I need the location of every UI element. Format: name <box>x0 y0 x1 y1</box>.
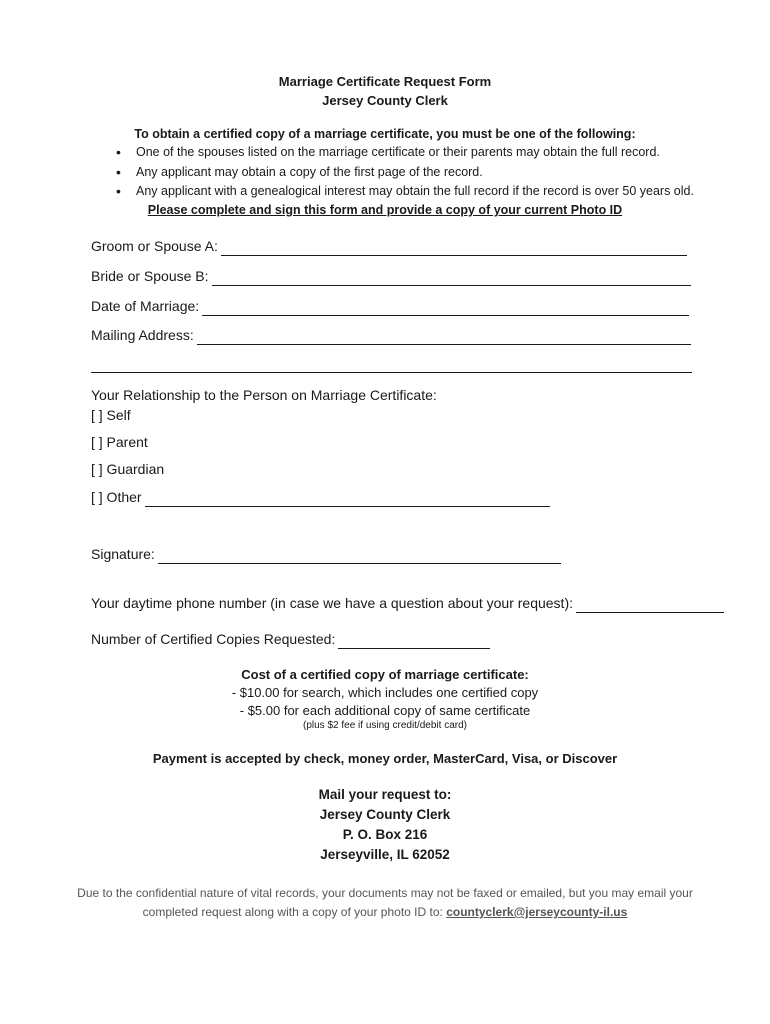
eligibility-list <box>116 143 694 202</box>
eligibility-item: • One of the spouses listed on the marriage certificate or their parents may obtain the full record. <box>116 143 694 163</box>
bride-input-line[interactable] <box>212 270 691 286</box>
other-input-line[interactable] <box>145 491 550 507</box>
relationship-label: Your Relationship to the Person on Marriage Certificate: <box>91 387 437 403</box>
eligibility-item: • Any applicant may obtain a copy of the first page of the record. <box>116 163 694 183</box>
address-label: Mailing Address: <box>91 327 194 343</box>
signature-field <box>91 544 561 564</box>
address-input-line[interactable] <box>197 329 691 345</box>
groom-field <box>91 236 687 256</box>
address-second-line[interactable] <box>91 372 692 373</box>
photo-id-note: Please complete and sign this form and provide a copy of your current Photo ID <box>147 203 623 217</box>
bride-field <box>91 266 691 286</box>
mail-city: Jerseyville, IL 62052 <box>320 847 450 862</box>
eligibility-heading: To obtain a certified copy of a marriage certificate, you must be one of the following: <box>134 127 636 141</box>
option-other-row <box>91 487 550 507</box>
phone-label: Your daytime phone number (in case we have a question about your request): <box>91 595 574 611</box>
form-title: Marriage Certificate Request Form <box>278 74 492 89</box>
date-input-line[interactable] <box>202 300 689 316</box>
option-self[interactable]: [ ] Self <box>91 407 131 423</box>
mail-heading: Mail your request to: <box>318 787 452 802</box>
option-other[interactable]: [ ] Other <box>91 489 142 505</box>
signature-label: Signature: <box>91 546 155 562</box>
mail-name: Jersey County Clerk <box>319 807 451 822</box>
cost-heading: Cost of a certified copy of marriage certificate: <box>241 667 529 682</box>
copies-field <box>91 629 490 649</box>
groom-input-line[interactable] <box>221 240 687 256</box>
mail-box: P. O. Box 216 <box>342 827 428 842</box>
phone-field <box>91 593 724 613</box>
footer-line-1: Due to the confidential nature of vital records, your documents may not be faxed or emailed, but you may email your <box>77 886 693 900</box>
phone-input-line[interactable] <box>576 597 724 613</box>
email-link[interactable]: countyclerk@jerseycounty-il.us <box>446 905 628 919</box>
office-name: Jersey County Clerk <box>322 93 448 108</box>
payment-methods: Payment is accepted by check, money order, MasterCard, Visa, or Discover <box>152 751 618 766</box>
date-field <box>91 296 689 316</box>
card-fee-note: (plus $2 fee if using credit/debit card) <box>303 720 467 731</box>
copies-input-line[interactable] <box>338 633 490 649</box>
option-parent[interactable]: [ ] Parent <box>91 434 148 450</box>
signature-input-line[interactable] <box>158 548 561 564</box>
eligibility-item: • Any applicant with a genealogical interest may obtain the full record if the record is over 50 years old. <box>116 182 694 202</box>
footer-text: completed request along with a copy of your photo ID to: <box>142 905 443 919</box>
groom-label: Groom or Spouse A: <box>91 238 218 254</box>
footer-line-2 <box>0 902 770 922</box>
date-label: Date of Marriage: <box>91 298 200 314</box>
option-guardian[interactable]: [ ] Guardian <box>91 461 165 477</box>
cost-search: - $10.00 for search, which includes one certified copy <box>231 685 539 700</box>
cost-additional: - $5.00 for each additional copy of same certificate <box>239 703 531 718</box>
bride-label: Bride or Spouse B: <box>91 268 209 284</box>
copies-label: Number of Certified Copies Requested: <box>91 631 336 647</box>
address-field <box>91 325 691 345</box>
